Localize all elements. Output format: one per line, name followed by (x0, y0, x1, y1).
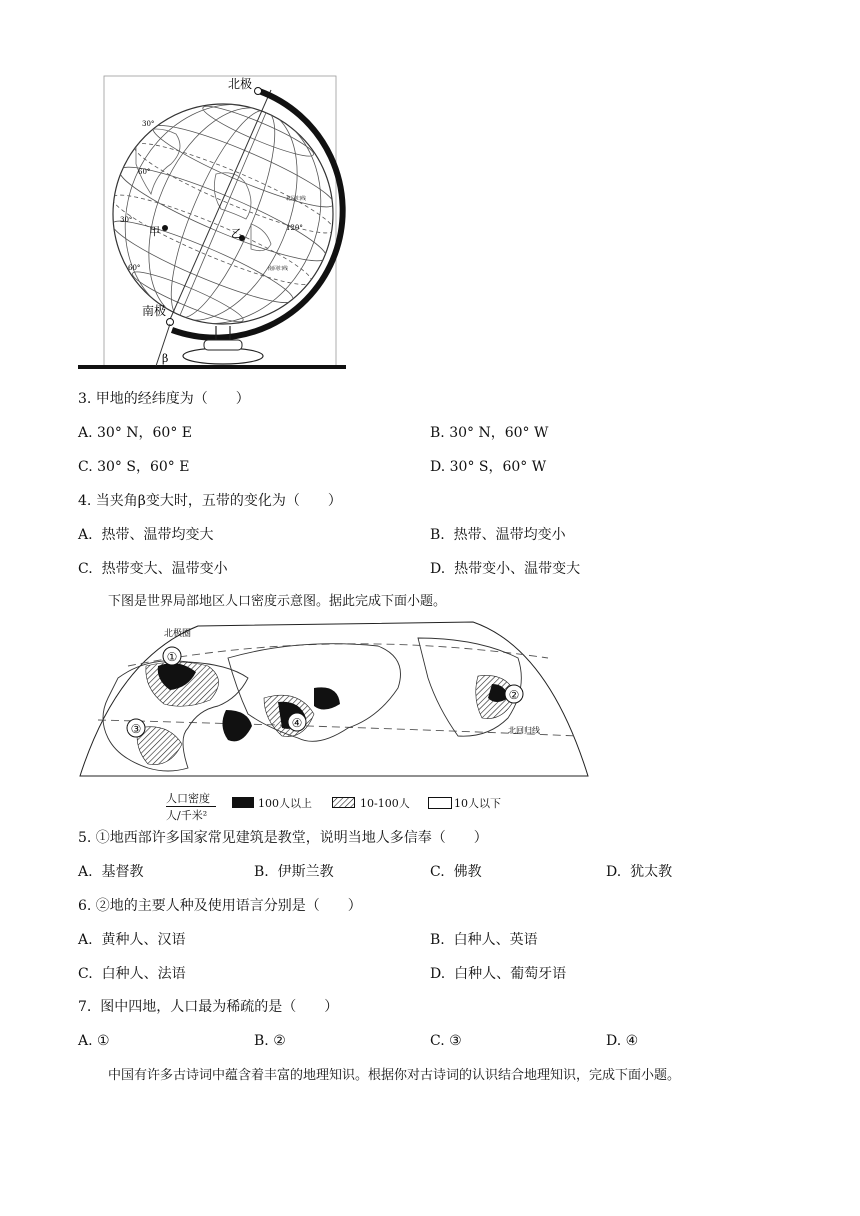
q3-option-c: C. 30° S，60° E (78, 459, 190, 475)
point-jia (162, 225, 168, 231)
intro-population-map: 下图是世界局部地区人口密度示意图。据此完成下面小题。 (108, 594, 447, 609)
map-marker-3: ③ (130, 722, 142, 736)
north-pole-label: 北极 (228, 77, 253, 91)
question-7-stem: 7. 图中四地，人口最为稀疏的是（ ） (78, 999, 339, 1015)
svg-text:30°: 30° (120, 216, 133, 224)
legend-swatch-mid (332, 797, 356, 809)
svg-text:60°: 60° (138, 168, 151, 176)
map-marker-4: ④ (291, 716, 303, 730)
q4-option-a: A. 热带、温带均变大 (78, 527, 214, 543)
arctic-circle-label: 北极圈 (164, 629, 192, 639)
svg-text:60°: 60° (128, 264, 141, 272)
beta-label: β (162, 352, 169, 365)
q3-option-b: B. 30° N，60° W (430, 425, 549, 441)
map-legend (166, 790, 526, 824)
legend-swatch-high (232, 797, 254, 808)
svg-text:南回归线: 南回归线 (268, 266, 289, 272)
q5-option-c: C. 佛教 (430, 864, 482, 880)
q4-option-d: D. 热带变小、温带变大 (430, 561, 581, 577)
legend-label-high: 100人以上 (258, 797, 312, 810)
q4-option-b: B. 热带、温带均变小 (430, 527, 566, 543)
point-jia-label: 甲 (149, 225, 160, 238)
legend-swatch-low (428, 797, 452, 809)
q5-option-b: B. 伊斯兰教 (254, 864, 334, 880)
ground-line (78, 365, 346, 369)
q3-option-d: D. 30° S，60° W (430, 459, 547, 475)
svg-text:北回归线: 北回归线 (286, 196, 307, 202)
q7-option-b: B. ② (254, 1033, 286, 1049)
q6-option-b: B. 白种人、英语 (430, 932, 538, 948)
intro-ancient-poems: 中国有许多古诗词中蕴含着丰富的地理知识。根据你对古诗词的认识结合地理知识，完成下面小题。 (108, 1068, 681, 1083)
question-5-stem: 5. ①地西部许多国家常见建筑是教堂，说明当地人多信奉（ ） (78, 830, 488, 846)
question-4-stem: 4. 当夹角β变大时，五带的变化为（ ） (78, 493, 342, 509)
q7-option-d: D. ④ (606, 1033, 639, 1049)
q3-option-a: A. 30° N，60° E (78, 425, 193, 441)
question-6-stem: 6. ②地的主要人种及使用语言分别是（ ） (78, 898, 362, 914)
q6-option-d: D. 白种人、葡萄牙语 (430, 966, 567, 982)
legend-label-low: 10人以下 (454, 797, 501, 810)
question-3-stem: 3. 甲地的经纬度为（ ） (78, 391, 250, 407)
legend-title-bottom: 人/千米² (166, 809, 208, 822)
q5-option-d: D. 犹太教 (606, 864, 673, 880)
tropic-label: 北回归线 (508, 726, 540, 735)
legend-title-top: 人口密度 (166, 792, 210, 805)
q6-option-c: C. 白种人、法语 (78, 966, 186, 982)
point-yi-label: 乙 (231, 227, 242, 240)
svg-text:120°: 120° (286, 224, 303, 232)
svg-text:30°: 30° (142, 120, 155, 128)
legend-label-mid: 10-100人 (360, 797, 410, 810)
south-pole-label: 南极 (142, 304, 167, 318)
globe-figure (76, 74, 356, 374)
population-density-map (78, 618, 590, 780)
map-marker-1: ① (166, 650, 178, 664)
q7-option-c: C. ③ (430, 1033, 462, 1049)
q6-option-a: A. 黄种人、汉语 (78, 932, 186, 948)
map-marker-2: ② (508, 688, 520, 702)
q5-option-a: A. 基督教 (78, 864, 144, 880)
q4-option-c: C. 热带变大、温带变小 (78, 561, 228, 577)
q7-option-a: A. ① (78, 1033, 110, 1049)
